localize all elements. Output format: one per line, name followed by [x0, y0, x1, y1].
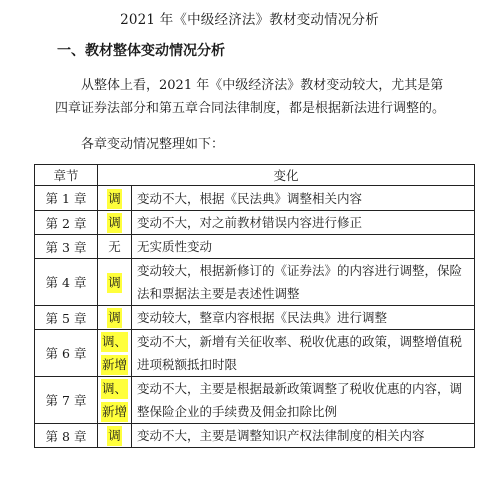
table-row — [35, 306, 475, 330]
change-mark: 调、 — [101, 332, 128, 352]
change-mark: 调 — [107, 308, 122, 328]
change-description: 变动较大，根据新修订的《证券法》的内容进行调整，保险法和票据法主要是表述性调整 — [132, 259, 475, 306]
change-mark-cell — [98, 186, 132, 211]
table-row — [35, 235, 475, 259]
change-mark-cell — [98, 424, 132, 448]
change-mark-cell — [98, 377, 132, 424]
table-row — [35, 424, 475, 448]
change-description: 变动不大，对之前教材错误内容进行修正 — [132, 211, 475, 235]
change-mark-cell — [98, 306, 132, 330]
table-row — [35, 186, 475, 211]
chapter-cell: 第 7 章 — [35, 377, 98, 424]
change-mark-cell — [98, 330, 132, 377]
header-change: 变化 — [98, 165, 475, 186]
chapter-cell: 第 1 章 — [35, 186, 98, 211]
intro-paragraph: 从整体上看，2021 年《中级经济法》教材变动较大，尤其是第四章证券法部分和第五章合同法律制度，都是根据新法进行调整的。 — [55, 78, 446, 116]
chapter-cell: 第 3 章 — [35, 235, 98, 259]
change-mark-cell — [98, 259, 132, 306]
change-mark: 调 — [107, 426, 122, 446]
changes-table — [34, 164, 475, 448]
change-mark-cell — [98, 235, 132, 259]
table-intro: 各章变动情况整理如下： — [81, 137, 225, 152]
change-mark: 调 — [107, 189, 122, 209]
change-mark: 无 — [108, 239, 121, 254]
change-mark: 调、 — [101, 379, 128, 399]
document-title: 2021 年《中级经济法》教材变动情况分析 — [120, 12, 379, 28]
change-mark: 调 — [107, 213, 122, 233]
change-mark: 调 — [107, 273, 122, 293]
change-mark: 新增 — [101, 402, 128, 422]
table-row — [35, 211, 475, 235]
table-row — [35, 330, 475, 377]
table-header-row — [35, 165, 475, 186]
change-description: 变动不大，根据《民法典》调整相关内容 — [132, 186, 475, 211]
change-description: 变动不大，新增有关征收率、税收优惠的政策，调整增值税进项税额抵扣时限 — [132, 330, 475, 377]
change-mark: 新增 — [101, 355, 128, 375]
change-description: 变动不大，主要是调整知识产权法律制度的相关内容 — [132, 424, 475, 448]
change-mark-cell — [98, 211, 132, 235]
change-description: 变动不大，主要是根据最新政策调整了税收优惠的内容，调整保险企业的手续费及佣金扣除比例 — [132, 377, 475, 424]
change-description: 无实质性变动 — [132, 235, 475, 259]
table-row — [35, 259, 475, 306]
chapter-cell: 第 6 章 — [35, 330, 98, 377]
table-row — [35, 377, 475, 424]
chapter-cell: 第 8 章 — [35, 424, 98, 448]
header-chapter: 章节 — [35, 165, 98, 186]
chapter-cell: 第 4 章 — [35, 259, 98, 306]
section-heading: 一、教材整体变动情况分析 — [57, 43, 225, 59]
chapter-cell: 第 2 章 — [35, 211, 98, 235]
change-description: 变动较大，整章内容根据《民法典》进行调整 — [132, 306, 475, 330]
chapter-cell: 第 5 章 — [35, 306, 98, 330]
